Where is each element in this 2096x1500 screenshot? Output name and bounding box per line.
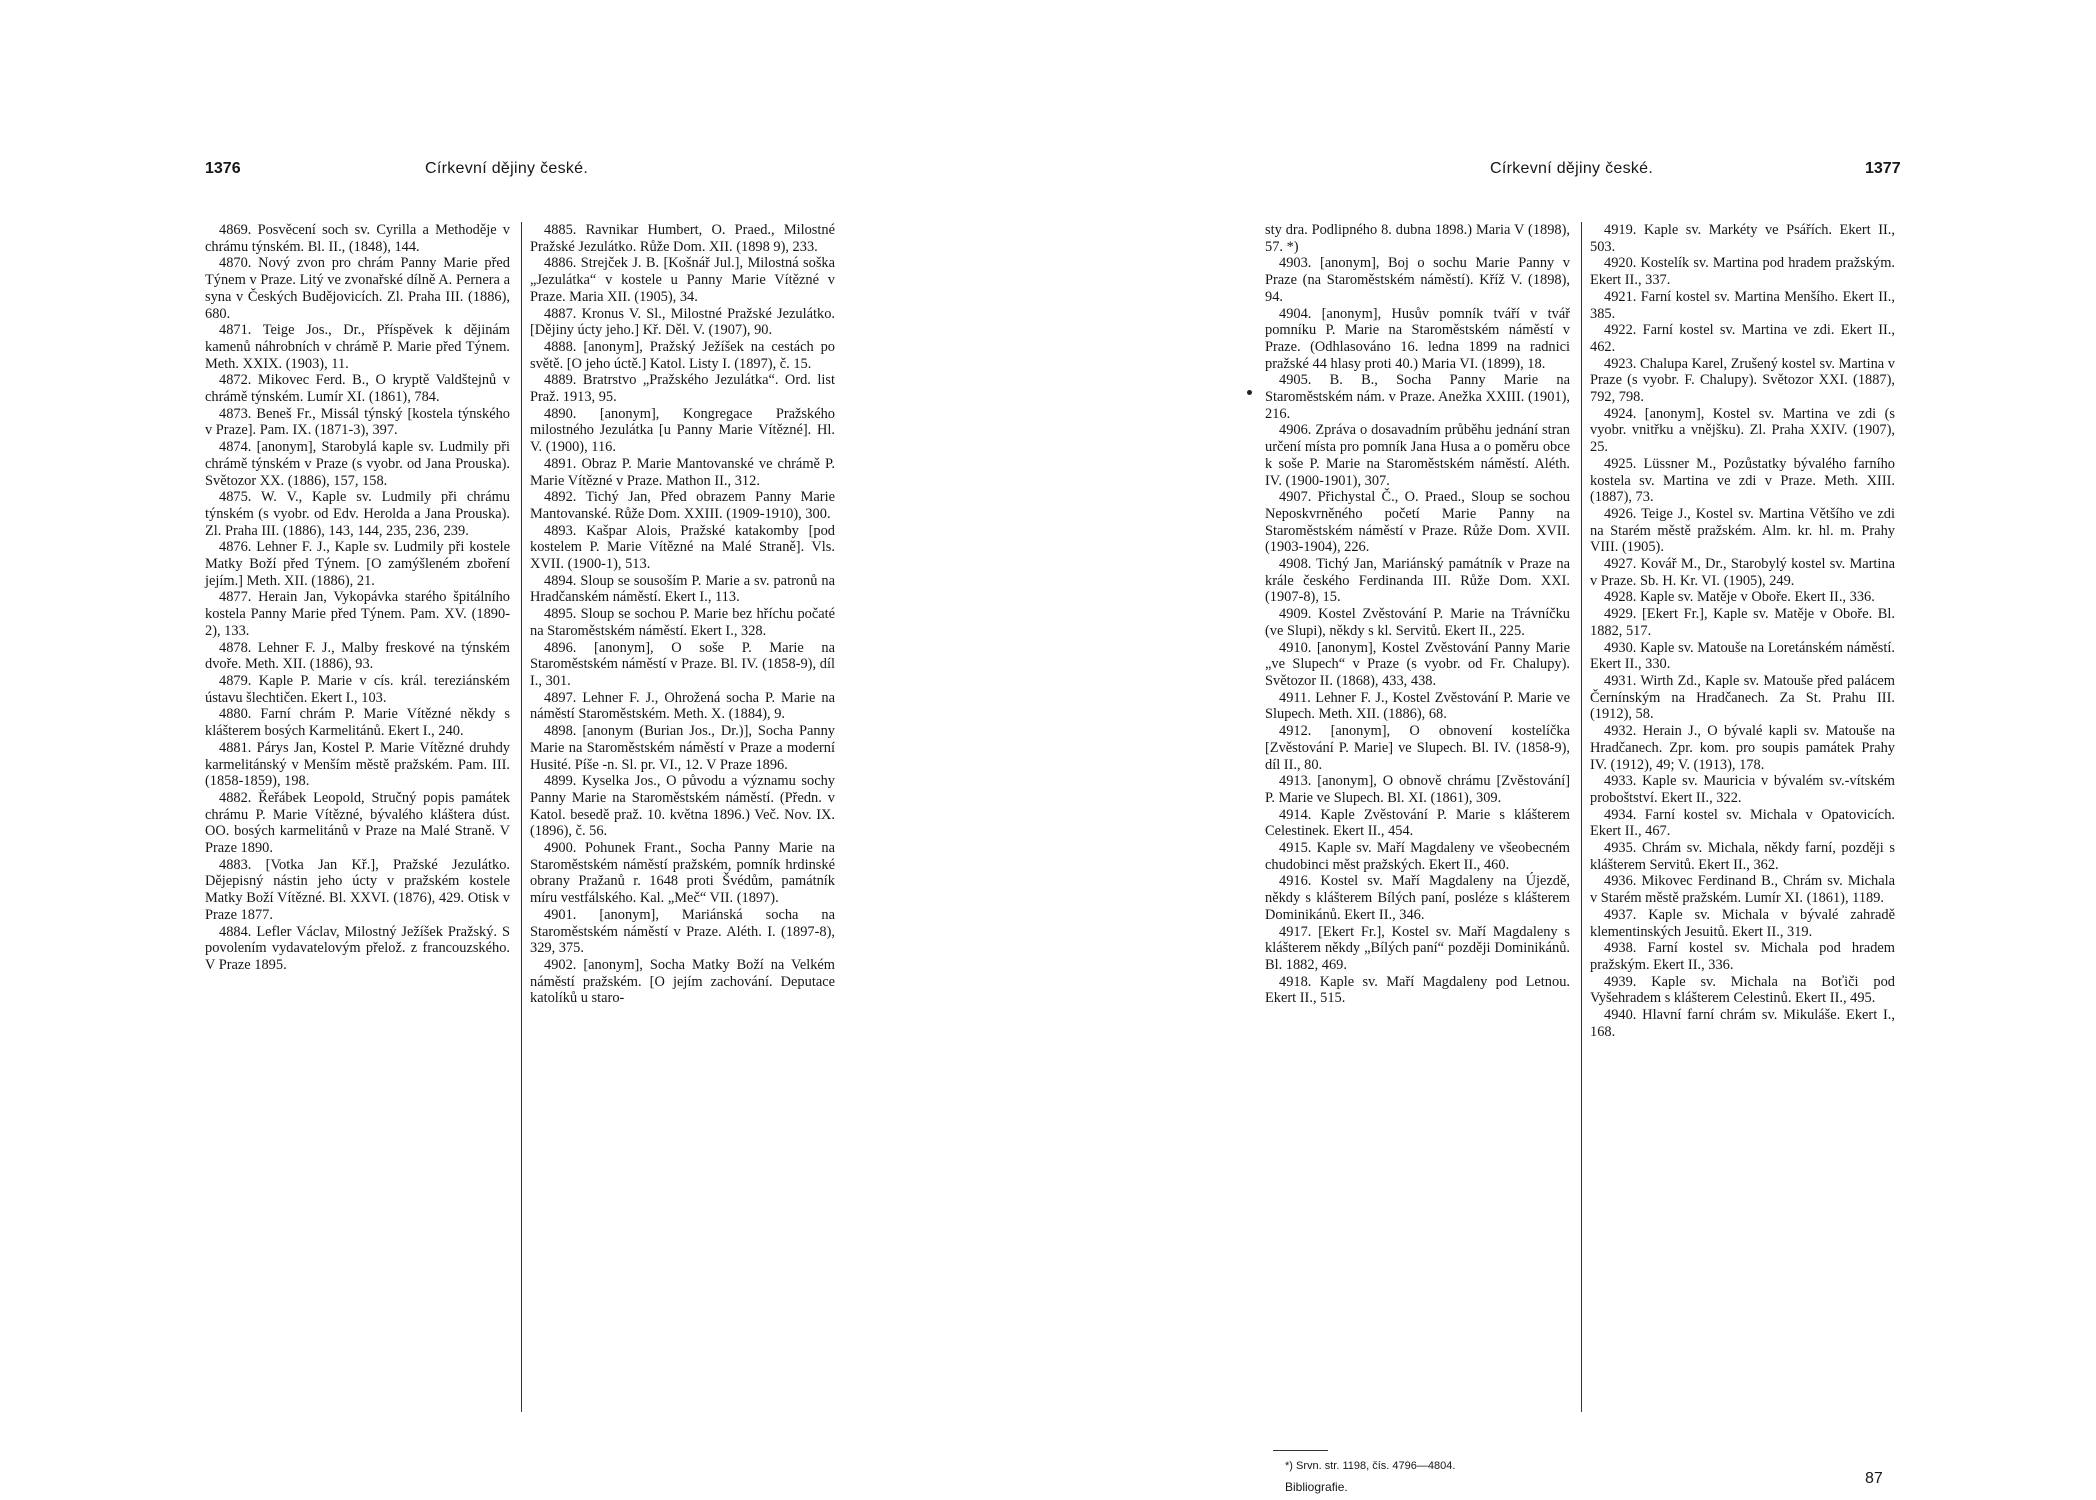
- entry-4894: 4894. Sloup se sousoším P. Marie a sv. patronů na Hradčanském náměstí. Ekert I., 113.: [530, 572, 835, 606]
- entry-4885: 4885. Ravnikar Humbert, O. Praed., Milostné Pražské Jezulátko. Růže Dom. XII. (1898 9), 233.: [530, 222, 835, 255]
- left-page-number: 1376: [205, 160, 241, 177]
- entry-4903: 4903. [anonym], Boj o sochu Marie Panny v Praze (na Staroměstském náměstí). Kříž V. (1898), 94.: [1265, 255, 1570, 305]
- left-running-head: Církevní dějiny české.: [425, 160, 589, 177]
- entry-4872: 4872. Mikovec Ferd. B., O kryptě Valdštejnů v chrámě týnském. Lumír XI. (1861), 784.: [205, 372, 510, 406]
- entry-4935: 4935. Chrám sv. Michala, někdy farní, později s klášterem Servitů. Ekert II., 362.: [1590, 840, 1895, 873]
- entry-4919: 4919. Kaple sv. Markéty ve Psářích. Ekert II., 503.: [1590, 222, 1895, 255]
- entry-4886: 4886. Strejček J. B. [Košnář Jul.], Milostná soška „Jezulátka“ v kostele u Panny Marie Vítězné v Praze. Maria XII. (1905), 34.: [530, 255, 835, 305]
- entry-4908: 4908. Tichý Jan, Mariánský památník v Praze na krále českého Ferdinanda III. Růže Dom. XXI. (1907-8), 15.: [1265, 556, 1570, 606]
- entry-4936: 4936. Mikovec Ferdinand B., Chrám sv. Michala v Starém městě pražském. Lumír XI. (1861), 1189.: [1590, 873, 1895, 907]
- entry-4918: 4918. Kaple sv. Maří Magdaleny pod Letnou. Ekert II., 515.: [1265, 973, 1570, 1007]
- entry-4892: 4892. Tichý Jan, Před obrazem Panny Marie Mantovanské. Růže Dom. XXIII. (1909-1910), 300.: [530, 489, 835, 522]
- right-column-rule: [1581, 222, 1582, 1412]
- entry-4906: 4906. Zpráva o dosavadním průběhu jednání stran určení místa pro pomník Jana Husa a o poměru obce k soše P. Marie na Staroměstském náměstí. Aléth. IV. (1900-1901), 307.: [1265, 422, 1570, 489]
- entry-4927: 4927. Kovář M., Dr., Starobylý kostel sv. Martina v Praze. Sb. H. Kr. VI. (1905), 249.: [1590, 556, 1895, 589]
- entry-4913: 4913. [anonym], O obnově chrámu [Zvěstování] P. Marie ve Slupech. Bl. XI. (1861), 309.: [1265, 773, 1570, 806]
- entry-4938: 4938. Farní kostel sv. Michala pod hradem pražským. Ekert II., 336.: [1590, 940, 1895, 973]
- entry-4897: 4897. Lehner F. J., Ohrožená socha P. Marie na náměstí Staroměstském. Meth. X. (1884), 9.: [530, 689, 835, 723]
- entry-4925: 4925. Lüssner M., Pozůstatky bývalého farního kostela sv. Martina ve zdi v Praze. Meth. XIII. (1887), 73.: [1590, 455, 1895, 506]
- entry-4911: 4911. Lehner F. J., Kostel Zvěstování P. Marie ve Slupech. Meth. XII. (1886), 68.: [1265, 689, 1570, 723]
- entry-4875: 4875. W. V., Kaple sv. Ludmily při chrámu týnském (s vyobr. od Edv. Herolda a Jana Prouska). Zl. Praha III. (1886), 143, 144, 235, 236, 239.: [205, 489, 510, 539]
- margin-dot: [1247, 390, 1252, 395]
- entry-4910: 4910. [anonym], Kostel Zvěstování Panny Marie „ve Slupech“ v Praze (s vyobr. od Fr. Chalupy). Světozor II. (1868), 433, 438.: [1265, 639, 1570, 689]
- left-page: [205, 160, 845, 1340]
- entry-4874: 4874. [anonym], Starobylá kaple sv. Ludmily při chrámě týnském v Praze (s vyobr. od Jana Prouska). Světozor XX. (1886), 157, 158.: [205, 439, 510, 489]
- entry-4905: 4905. B. B., Socha Panny Marie na Staroměstském nám. v Praze. Anežka XXIII. (1901), 216.: [1265, 372, 1570, 422]
- entry-4896: 4896. [anonym], O soše P. Marie na Staroměstském náměstí v Praze. Bl. IV. (1858-9), díl I., 301.: [530, 639, 835, 689]
- entry-4904: 4904. [anonym], Husův pomník tváří v tvář pomníku P. Marie na Staroměstském náměstí v Praze. (Odhlasováno 16. ledna 1899 na radnici pražské 44 hlasy proti 40.) Maria VI. (1899), 18.: [1265, 305, 1570, 372]
- entry-4917: 4917. [Ekert Fr.], Kostel sv. Maří Magdaleny s klášterem někdy „Bílých paní“ později Dominikánů. Bl. 1882, 469.: [1265, 923, 1570, 973]
- entry-4879: 4879. Kaple P. Marie v cís. král. tereziánském ústavu šlechtičen. Ekert I., 103.: [205, 672, 510, 706]
- entry-4901: 4901. [anonym], Mariánská socha na Staroměstském náměstí v Praze. Aléth. I. (1897-8), 329, 375.: [530, 906, 835, 957]
- entry-4890: 4890. [anonym], Kongregace Pražského milostného Jezulátka [u Panny Marie Vítězné]. Hl. V. (1900), 116.: [530, 405, 835, 456]
- entry-4928: 4928. Kaple sv. Matěje v Oboře. Ekert II., 336.: [1604, 589, 1875, 606]
- entry-4899: 4899. Kyselka Jos., O původu a významu sochy Panny Marie na Staroměstském náměstí. (Předn. v Katol. besedě praž. 10. května 1896.) Več. Nov. IX. (1896), č. 56.: [530, 773, 835, 840]
- entry-4909: 4909. Kostel Zvěstování P. Marie na Trávníčku (ve Slupi), někdy s kl. Servitů. Ekert II., 225.: [1265, 606, 1570, 639]
- left-column-rule: [521, 222, 522, 1412]
- entry-4870: 4870. Nový zvon pro chrám Panny Marie před Týnem v Praze. Litý ve zvonařské dílně A. Pernera a syna v Českých Budějovicích. Zl. Praha III. (1886), 680.: [205, 255, 510, 322]
- entry-4914: 4914. Kaple Zvěstování P. Marie s klášterem Celestinek. Ekert II., 454.: [1265, 806, 1570, 840]
- entry-4884: 4884. Lefler Václav, Milostný Ježíšek Pražský. S povolením vydavatelovým přelož. z francouzského. V Praze 1895.: [205, 923, 510, 973]
- sheet-number: 87: [1865, 1470, 1883, 1487]
- entry-4937: 4937. Kaple sv. Michala v bývalé zahradě klementinských Jesuitů. Ekert II., 319.: [1590, 906, 1895, 940]
- entry-4940: 4940. Hlavní farní chrám sv. Mikuláše. Ekert I., 168.: [1590, 1007, 1895, 1040]
- entry-4924: 4924. [anonym], Kostel sv. Martina ve zdi (s vyobr. vnitřku a vnějšku). Zl. Praha XXIV. (1907), 25.: [1590, 405, 1895, 456]
- entry-4877: 4877. Herain Jan, Vykopávka starého špitálního kostela Panny Marie před Týnem. Pam. XV. (1890-2), 133.: [205, 589, 510, 639]
- entry-4934: 4934. Farní kostel sv. Michala v Opatovicích. Ekert II., 467.: [1590, 806, 1895, 840]
- left-column-1: [205, 222, 510, 974]
- entry-4923: 4923. Chalupa Karel, Zrušený kostel sv. Martina v Praze (s vyobr. F. Chalupy). Světozor XXI. (1887), 792, 798.: [1590, 355, 1895, 406]
- entry-4929: 4929. [Ekert Fr.], Kaple sv. Matěje v Oboře. Bl. 1882, 517.: [1590, 606, 1895, 639]
- entry-4930: 4930. Kaple sv. Matouše na Loretánském náměstí. Ekert II., 330.: [1590, 639, 1895, 673]
- entry-4916: 4916. Kostel sv. Maří Magdaleny na Újezdě, někdy s klášterem Bílých paní, posléze s klášterem Dominikánů. Ekert II., 346.: [1265, 873, 1570, 923]
- right-running-head: Církevní dějiny české.: [1490, 160, 1654, 177]
- right-column-1: [1265, 222, 1570, 1007]
- entry-4933: 4933. Kaple sv. Mauricia v bývalém sv.-vítském proboštství. Ekert II., 322.: [1590, 773, 1895, 806]
- entry-4920: 4920. Kostelík sv. Martina pod hradem pražským. Ekert II., 337.: [1590, 255, 1895, 289]
- signature-mark: Bibliografie.: [1285, 1480, 1348, 1494]
- entry-4902-cont: sty dra. Podlipného 8. dubna 1898.) Maria V (1898), 57. *): [1265, 222, 1570, 255]
- entry-4926: 4926. Teige J., Kostel sv. Martina Většího ve zdi na Starém městě pražském. Alm. kr. hl. m. Prahy VIII. (1905).: [1590, 505, 1895, 556]
- entry-4893: 4893. Kašpar Alois, Pražské katakomby [pod kostelem P. Marie Vítězné na Malé Straně]. Vls. XVII. (1900-1), 513.: [530, 522, 835, 573]
- entry-4922: 4922. Farní kostel sv. Martina ve zdi. Ekert II., 462.: [1590, 322, 1895, 355]
- entry-4900: 4900. Pohunek Frant., Socha Panny Marie na Staroměstském náměstí pražském, pomník hrdinské obrany Pražanů r. 1648 proti Švédům, památník míru vestfálského. Kal. „Meč“ VII. (1897).: [530, 840, 835, 907]
- entry-4921: 4921. Farní kostel sv. Martina Menšího. Ekert II., 385.: [1590, 288, 1895, 322]
- footnote: *) Srvn. str. 1198, čís. 4796—4804.: [1285, 1460, 1456, 1472]
- entry-4939: 4939. Kaple sv. Michala na Boťiči pod Vyšehradem s klášterem Celestinů. Ekert II., 495.: [1590, 973, 1895, 1007]
- entry-4873: 4873. Beneš Fr., Missál týnský [kostela týnského v Praze]. Pam. IX. (1871-3), 397.: [205, 405, 510, 439]
- entry-4882: 4882. Řeřábek Leopold, Stručný popis památek chrámu P. Marie Vítězné, bývalého kláštera dúst. OO. bosých karmelitánů v Praze na Malé Straně. V Praze 1890.: [205, 789, 510, 857]
- entry-4888: 4888. [anonym], Pražský Ježíšek na cestách po světě. [O jeho úctě.] Katol. Listy I. (1897), č. 15.: [530, 338, 835, 372]
- left-column-2: [530, 222, 835, 1007]
- entry-4931: 4931. Wirth Zd., Kaple sv. Matouše před palácem Černínským na Hradčanech. Za St. Prahu III. (1912), 58.: [1590, 672, 1895, 723]
- entry-4876: 4876. Lehner F. J., Kaple sv. Ludmily při kostele Matky Boží před Týnem. [O zamýšleném zboření jejím.] Meth. XII. (1886), 21.: [205, 539, 510, 589]
- entry-4869: 4869. Posvěcení soch sv. Cyrilla a Methoděje v chrámu týnském. Bl. II., (1848), 144.: [205, 222, 510, 255]
- entry-4898: 4898. [anonym (Burian Jos., Dr.)], Socha Panny Marie na Staroměstském náměstí v Praze a moderní Husité. Píše -n. Sl. pr. VI., 12. V Praze 1896.: [530, 723, 835, 773]
- entry-4889: 4889. Bratrstvo „Pražského Jezulátka“. Ord. list Praž. 1913, 95.: [530, 372, 835, 406]
- right-page-number: 1377: [1865, 160, 1901, 177]
- entry-4907: 4907. Přichystal Č., O. Praed., Sloup se sochou Neposkvrněného početí Marie Panny na Staroměstském náměstí v Praze. Růže Dom. XVII. (1903-1904), 226.: [1265, 489, 1570, 556]
- entry-4881: 4881. Párys Jan, Kostel P. Marie Vítězné druhdy karmelitánský v Menším městě pražském. Pam. III. (1858-1859), 198.: [205, 739, 510, 790]
- entry-4895: 4895. Sloup se sochou P. Marie bez hříchu počaté na Staroměstském náměstí. Ekert I., 328.: [530, 606, 835, 639]
- entry-4871: 4871. Teige Jos., Dr., Příspěvek k dějinám kamenů náhrobních v chrámě P. Marie před Týnem. Meth. XXIX. (1903), 11.: [205, 322, 510, 372]
- entry-4902: 4902. [anonym], Socha Matky Boží na Velkém náměstí pražském. [O jejím zachování. Deputace katolíků u staro-: [530, 956, 835, 1007]
- entry-4932: 4932. Herain J., O bývalé kapli sv. Matouše na Hradčanech. Zpr. kom. pro soupis památek Prahy IV. (1912), 49; V. (1913), 178.: [1590, 723, 1895, 773]
- right-page: [1265, 160, 1905, 1494]
- footnote-rule: [1273, 1450, 1328, 1451]
- entry-4883: 4883. [Votka Jan Kř.], Pražské Jezulátko. Dějepisný nástin jeho úcty v pražském kostele Matky Boží Vítězné. Bl. XXVI. (1876), 429. Otisk v Praze 1877.: [205, 856, 510, 923]
- entry-4880: 4880. Farní chrám P. Marie Vítězné někdy s klášterem bosých Karmelitánů. Ekert I., 240.: [205, 706, 510, 740]
- entry-4891: 4891. Obraz P. Marie Mantovanské ve chrámě P. Marie Vítězné v Praze. Mathon II., 312.: [530, 455, 835, 489]
- entry-4887: 4887. Kronus V. Sl., Milostné Pražské Jezulátko. [Dějiny úcty jeho.] Kř. Děl. V. (1907), 90.: [530, 305, 835, 339]
- entry-4915: 4915. Kaple sv. Maří Magdaleny ve všeobecném chudobinci měst pražských. Ekert II., 460.: [1265, 840, 1570, 873]
- entry-4912: 4912. [anonym], O obnovení kostelíčka [Zvěstování P. Marie] ve Slupech. Bl. IV. (1858-9), díl II., 80.: [1265, 723, 1570, 773]
- entry-4878: 4878. Lehner F. J., Malby freskové na týnském dvoře. Meth. XII. (1886), 93.: [205, 639, 510, 673]
- right-column-2: [1590, 222, 1895, 1040]
